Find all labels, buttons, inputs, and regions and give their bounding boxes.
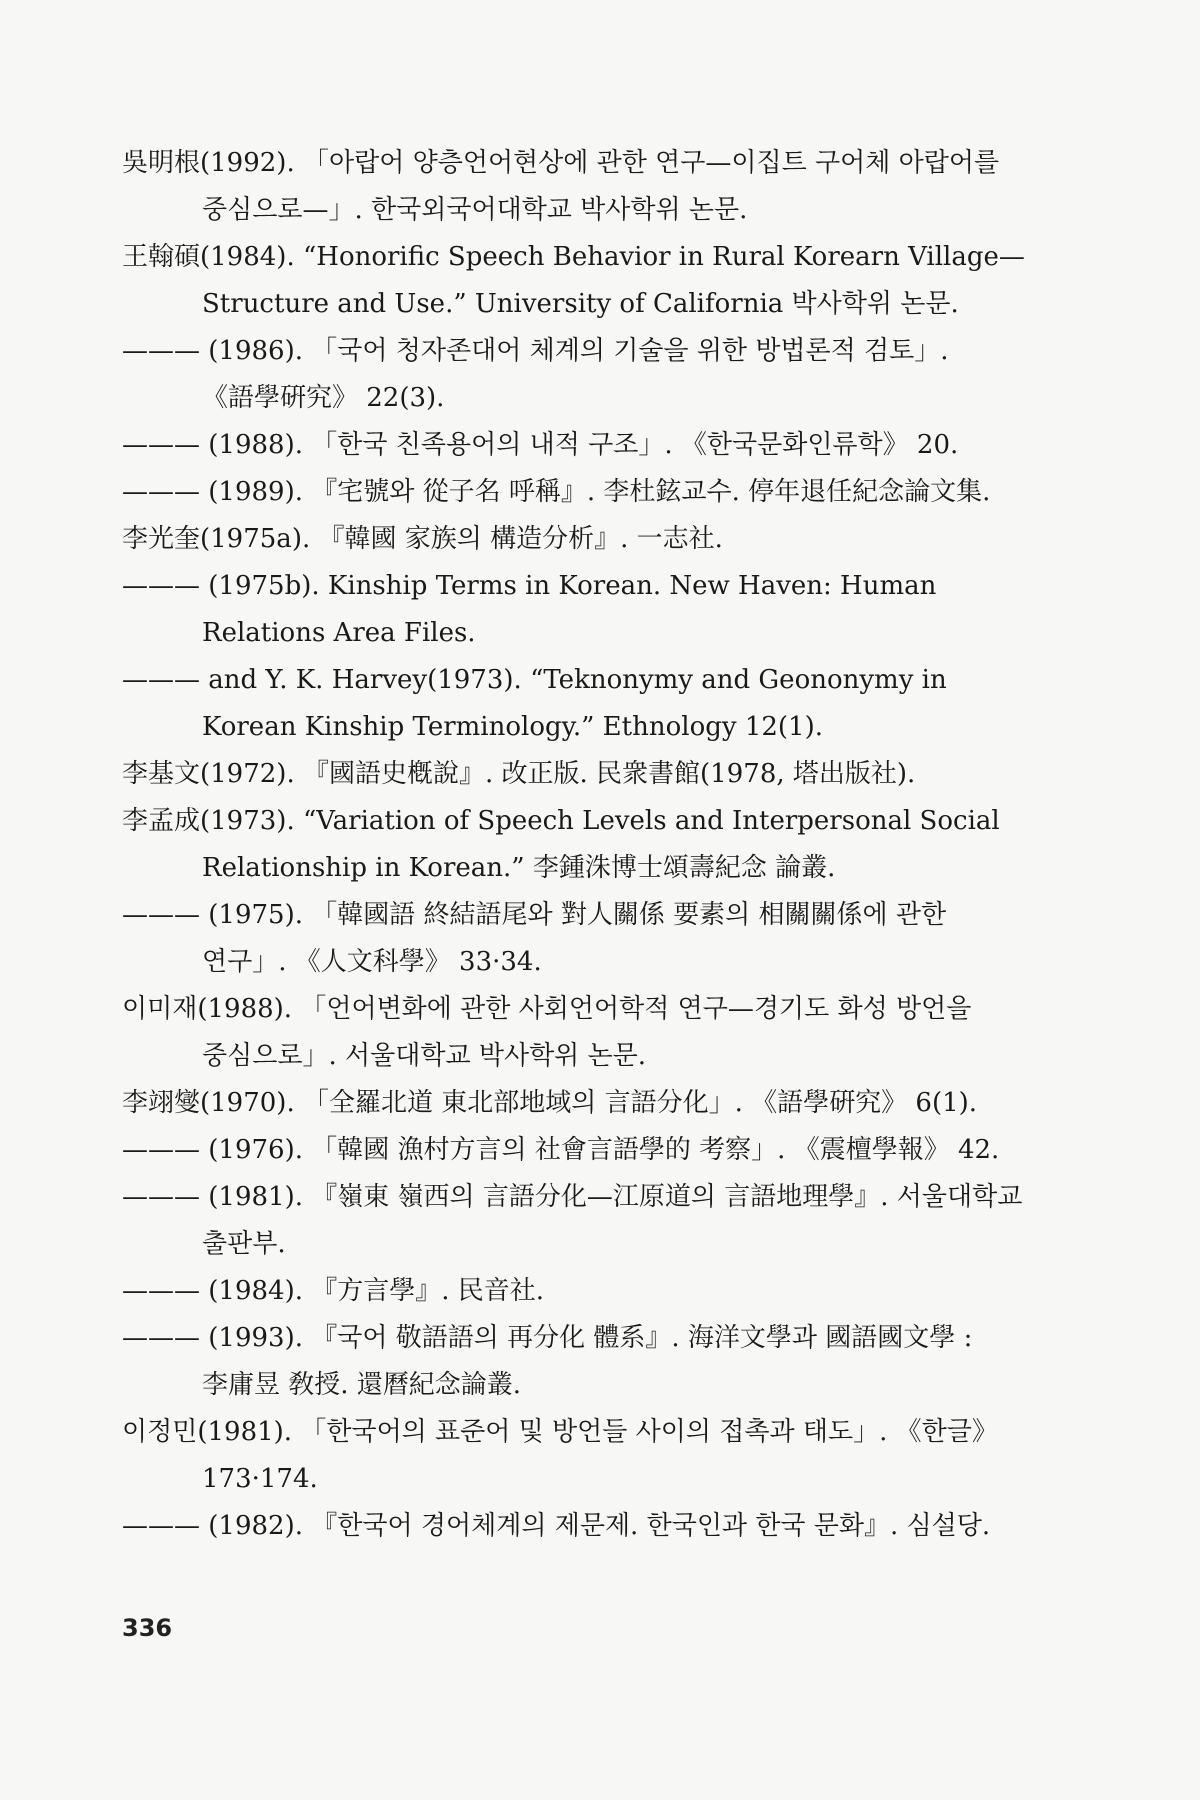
reference-entry: 吳明根(1992). 「아랍어 양층언어현상에 관한 연구—이집트 구어체 아랍어를 중심으로—」. 한국외국어대학교 박사학위 논문. xyxy=(122,148,1000,225)
reference-entry: ——— (1976). 「韓國 漁村方言의 社會言語學的 考察」. 《震檀學報》 42. xyxy=(122,1135,1000,1165)
reference-entry: 李孟成(1973). “Variation of Speech Levels and Interpersonal Social Relationship in Korean.” 李鍾洙博士頌壽紀念 論叢. xyxy=(122,806,1000,883)
reference-entry: ——— (1989). 『宅號와 從子名 呼稱』. 李杜鉉교수. 停年退任紀念論文集. xyxy=(122,477,991,507)
reference-entry: ——— (1988). 「한국 친족용어의 내적 구조」. 《한국문화인류학》 20. xyxy=(122,430,959,460)
reference-entry: ——— (1984). 『方言學』. 民音社. xyxy=(122,1276,545,1306)
reference-entry: 王翰碩(1984). “Honorific Speech Behavior in Rural Korearn Village—Structure and Use.” University of California 박사학위 논문. xyxy=(122,242,1025,319)
reference-entry: 李翊燮(1970). 「全羅北道 東北部地域의 言語分化」. 《語學硏究》 6(1). xyxy=(122,1088,978,1118)
reference-list xyxy=(122,140,1028,1550)
reference-entry: 李光奎(1975a). 『韓國 家族의 構造分析』. 一志社. xyxy=(122,524,723,554)
reference-entry: ——— (1982). 『한국어 경어체계의 제문제. 한국인과 한국 문화』. 심설당. xyxy=(122,1511,991,1541)
reference-entry: 이미재(1988). 「언어변화에 관한 사회언어학적 연구—경기도 화성 방언을 중심으로」. 서울대학교 박사학위 논문. xyxy=(122,994,972,1071)
reference-entry: 이정민(1981). 「한국어의 표준어 및 방언들 사이의 접촉과 태도」. 《한글》 173·174. xyxy=(122,1417,998,1494)
reference-entry: ——— (1975). 「韓國語 終結語尾와 對人關係 要素의 相關關係에 관한 연구」. 《人文科學》 33·34. xyxy=(122,900,947,977)
reference-entry: ——— and Y. K. Harvey(1973). “Teknonymy and Geononymy in Korean Kinship Terminology.” Ethnology 12(1). xyxy=(122,665,947,742)
reference-entry: ——— (1981). 『嶺東 嶺西의 言語分化—江原道의 言語地理學』. 서울대학교 출판부. xyxy=(122,1182,1023,1259)
reference-entry: ——— (1975b). Kinship Terms in Korean. New Haven: Human Relations Area Files. xyxy=(122,571,937,648)
page-number: 336 xyxy=(122,1614,173,1642)
reference-entry: ——— (1986). 「국어 청자존대어 체계의 기술을 위한 방법론적 검토」. 《語學硏究》 22(3). xyxy=(122,336,949,413)
reference-entry: ——— (1993). 『국어 敬語語의 再分化 體系』. 海洋文學과 國語國文學 : 李庸昱 敎授. 還曆紀念論叢. xyxy=(122,1323,973,1400)
reference-entry: 李基文(1972). 『國語史槪說』. 改正版. 民衆書館(1978, 塔出版社). xyxy=(122,759,916,789)
